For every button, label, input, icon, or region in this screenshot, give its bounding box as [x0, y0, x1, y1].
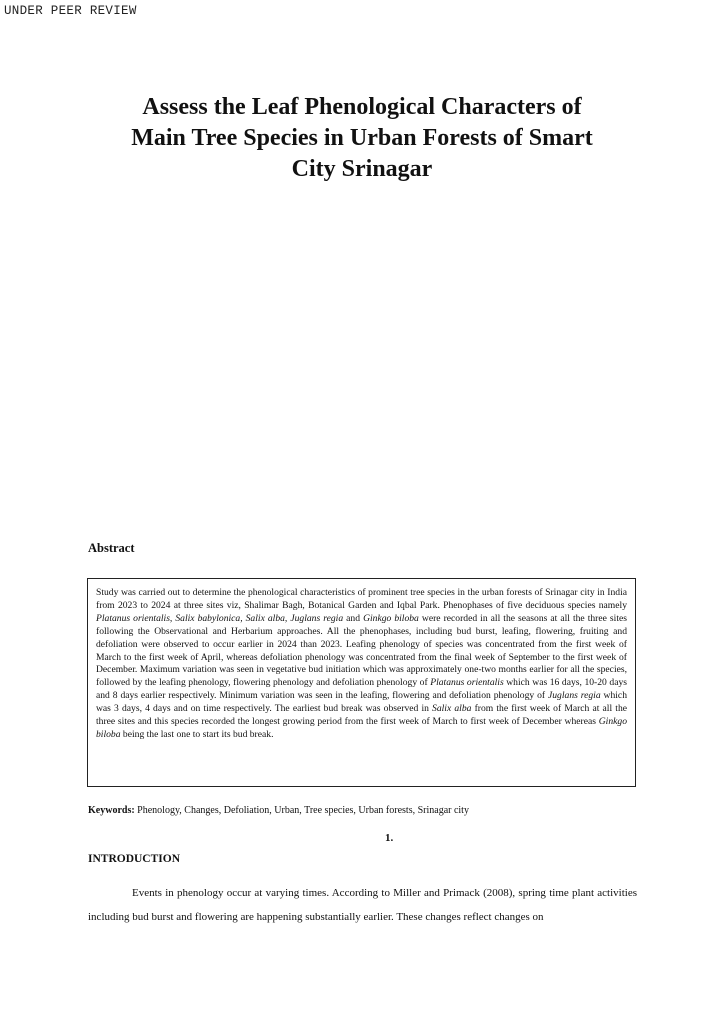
title-line: Assess the Leaf Phenological Characters of — [142, 94, 582, 120]
abstract-text-segment: Study was carried out to determine the phenological characteristics of prominent tree species in the urban forests of Srinagar city in India from 2023 to 2024 at three sites viz, Shalimar Bagh, Botanical Garden and Iqbal Park. Phenophases of five deciduous species namely — [96, 587, 627, 611]
abstract-text-segment: which was 3 days, 4 days and on time respectively. The earliest bud break was observed in — [96, 690, 627, 715]
species-name: Ginkgo biloba — [96, 716, 627, 740]
species-name: Salix alba — [432, 703, 472, 715]
keywords-text: Phenology, Changes, Defoliation, Urban, Tree species, Urban forests, Srinagar city — [137, 805, 469, 816]
abstract-text — [96, 587, 627, 742]
abstract-text-segment: from the first week of March at all the three sites and this species recorded the longest growing period from the first week of March to first week of December whereas — [96, 703, 627, 728]
title-line: City Srinagar — [291, 156, 433, 182]
species-name: Ginkgo biloba — [363, 612, 419, 624]
species-name: Platanus orientalis, Salix babylonica, Salix alba, Juglans regia — [96, 612, 344, 624]
abstract-text-segment: were recorded in all the seasons at all the three sites following the Observational and Herbarium approaches. All the phenophases, including bud burst, leafing, flowering, fruiting and defoliation were observed to occur earlier in 2024 than 2023. Leafing phenology of species was concentrated from the first week of March to the first week of April, whereas defoliation phenology was concentrated from the final week of September to the first week of December. Maximum variation was seen in vegetative bud initiation which was approximately one-two months earlier for all the species, followed by the leafing phenology, flowering phenology and defoliation phenology of — [96, 612, 627, 689]
abstract-heading: Abstract — [88, 541, 135, 555]
intro-paragraph-text: Events in phenology occur at varying times. According to Miller and Primack (2008), spring time plant activities including bud burst and flowering are happening substantially earlier. These changes reflect changes on — [88, 887, 637, 923]
peer-review-watermark: UNDER PEER REVIEW — [4, 4, 137, 18]
title-line: Main Tree Species in Urban Forests of Smart — [131, 125, 593, 151]
abstract-text-segment: which was 16 days, 10-20 days and 8 days earlier respectively. Minimum variation was seen in the leafing, flowering and defoliation phenology of — [96, 677, 627, 702]
keywords-line — [88, 805, 469, 816]
abstract-text-segment: and — [343, 612, 364, 624]
abstract-box — [87, 578, 636, 787]
keywords-label: Keywords: — [88, 805, 135, 816]
species-name: Platanus orientalis — [430, 677, 504, 689]
paper-title — [90, 92, 634, 185]
abstract-text-segment: being the last one to start its bud break. — [120, 728, 274, 740]
section-title: INTRODUCTION — [88, 853, 181, 865]
section-number: 1. — [385, 832, 394, 844]
intro-paragraph — [88, 881, 637, 929]
species-name: Juglans regia — [548, 690, 601, 702]
